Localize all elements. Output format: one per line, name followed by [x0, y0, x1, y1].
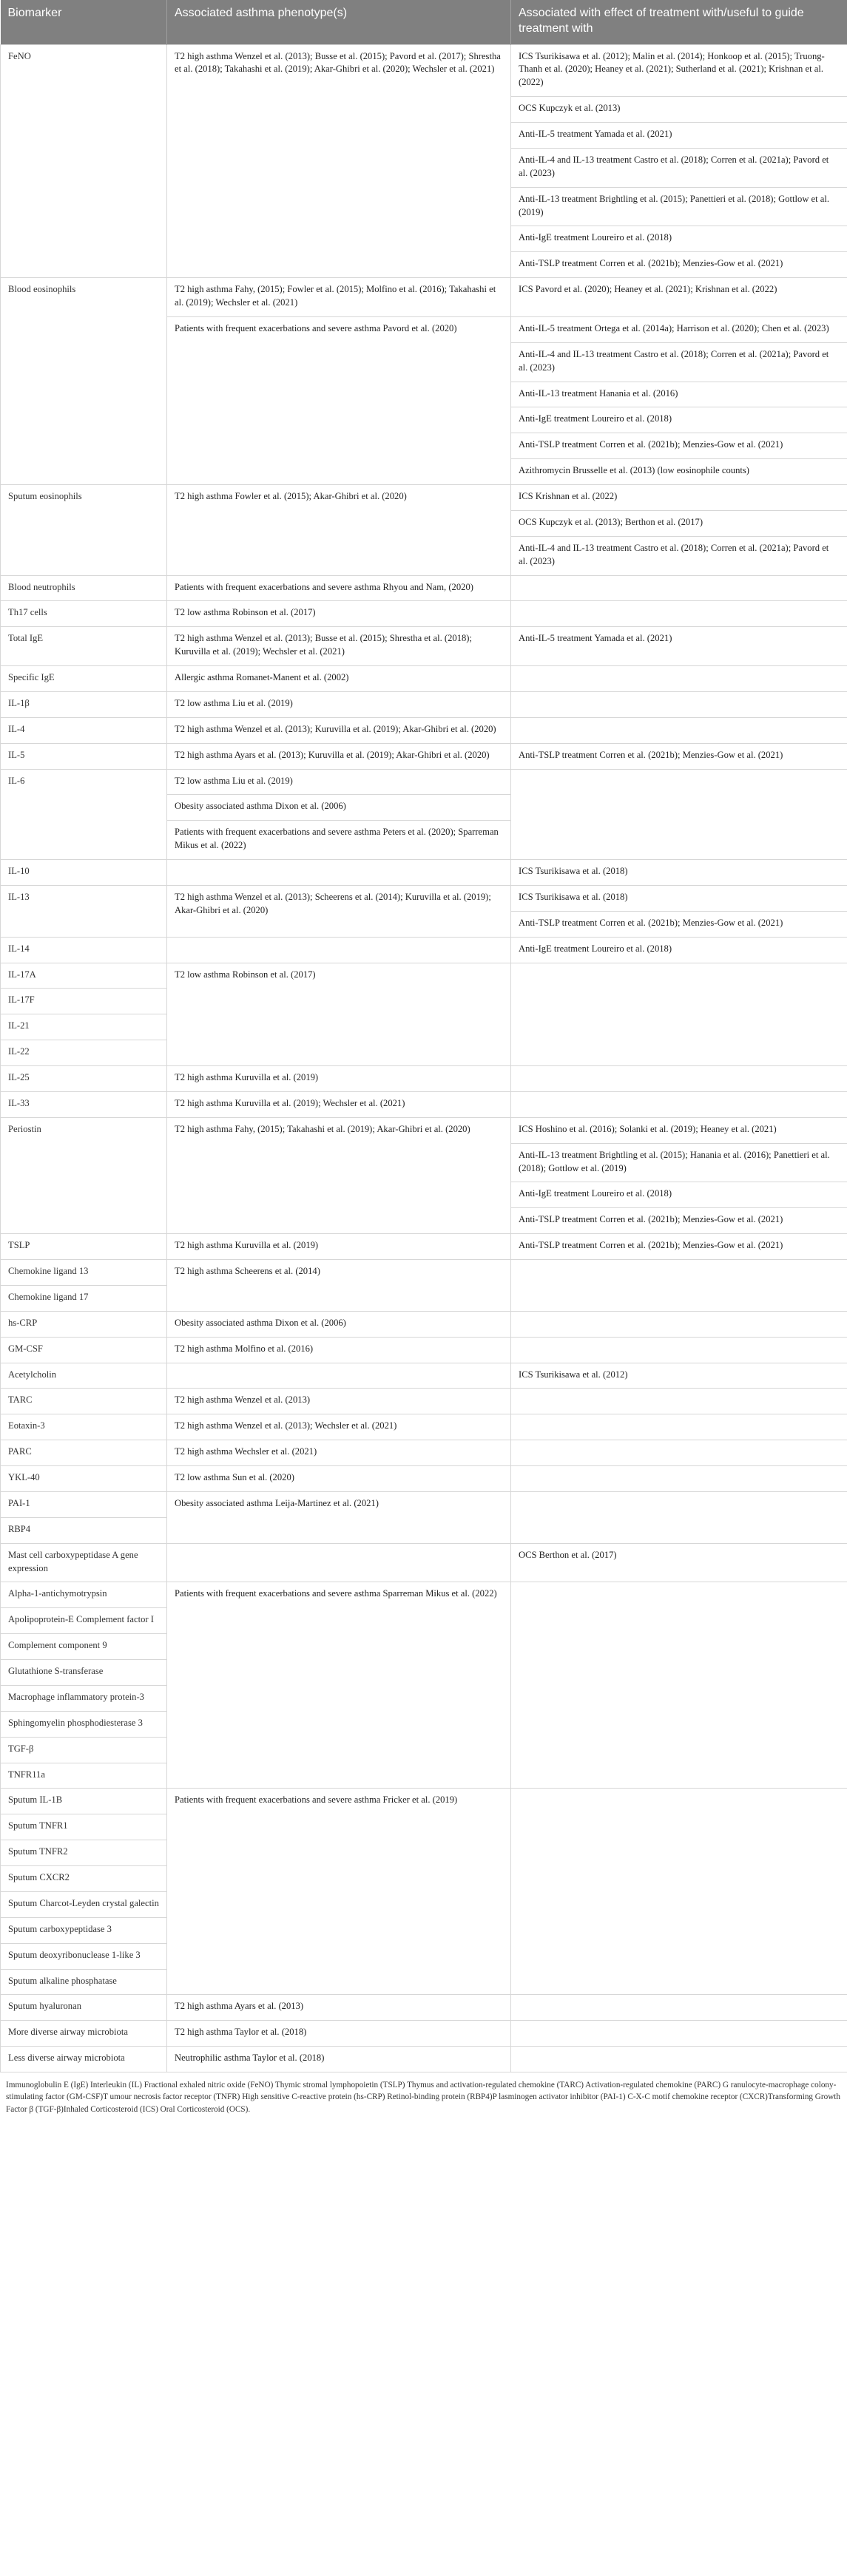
phenotype-cell: T2 high asthma Wechsler et al. (2021): [167, 1440, 511, 1466]
biomarker-cell: YKL-40: [1, 1466, 167, 1492]
biomarker-cell: Sputum TNFR1: [1, 1814, 167, 1840]
biomarker-cell: IL-21: [1, 1014, 167, 1040]
biomarker-cell: Chemokine ligand 13: [1, 1260, 167, 1286]
treatment-cell: [511, 1260, 847, 1312]
biomarker-cell: IL-33: [1, 1091, 167, 1117]
biomarker-cell: TSLP: [1, 1234, 167, 1260]
treatment-cell: [511, 963, 847, 1066]
phenotype-cell: T2 high asthma Ayars et al. (2013): [167, 1995, 511, 2021]
biomarker-cell: TNFR11a: [1, 1763, 167, 1789]
treatment-cell: ICS Tsurikisawa et al. (2012): [511, 1363, 847, 1389]
table-row: [1, 627, 847, 666]
phenotype-cell: T2 low asthma Liu et al. (2019): [167, 691, 511, 717]
biomarker-cell: Periostin: [1, 1117, 167, 1233]
treatment-cell: OCS Berthon et al. (2017): [511, 1543, 847, 1582]
biomarker-cell: Total IgE: [1, 627, 167, 666]
treatment-cell: [511, 1440, 847, 1466]
table-row: [1, 575, 847, 601]
table-row: [1, 1414, 847, 1440]
phenotype-cell: T2 high asthma Kuruvilla et al. (2019): [167, 1234, 511, 1260]
table-row: [1, 666, 847, 692]
treatment-cell: Anti-IL-5 treatment Yamada et al. (2021): [511, 627, 847, 666]
treatment-cell: ICS Pavord et al. (2020); Heaney et al. (2021); Krishnan et al. (2022): [511, 278, 847, 317]
phenotype-cell: [167, 1543, 511, 1582]
phenotype-cell: T2 high asthma Wenzel et al. (2013): [167, 1389, 511, 1414]
table-row: [1, 1260, 847, 1286]
table-row: [1, 1117, 847, 1143]
treatment-cell: [511, 2047, 847, 2072]
biomarker-cell: IL-10: [1, 860, 167, 886]
biomarker-cell: More diverse airway microbiota: [1, 2021, 167, 2047]
biomarker-cell: hs-CRP: [1, 1311, 167, 1337]
treatment-cell: [511, 1995, 847, 2021]
biomarker-cell: Mast cell carboxypeptidase A gene expression: [1, 1543, 167, 1582]
table-row: [1, 1363, 847, 1389]
treatment-cell: OCS Kupczyk et al. (2013); Berthon et al. (2017): [511, 510, 847, 536]
phenotype-cell: T2 low asthma Robinson et al. (2017): [167, 963, 511, 1066]
biomarker-cell: Th17 cells: [1, 601, 167, 627]
biomarker-cell: PAI-1: [1, 1491, 167, 1517]
phenotype-cell: T2 high asthma Wenzel et al. (2013); Kuruvilla et al. (2019); Akar-Ghibri et al. (2020): [167, 717, 511, 743]
phenotype-cell: Neutrophilic asthma Taylor et al. (2018): [167, 2047, 511, 2072]
biomarker-cell: Alpha-1-antichymotrypsin: [1, 1582, 167, 1608]
phenotype-cell: T2 low asthma Robinson et al. (2017): [167, 601, 511, 627]
biomarker-cell: IL-25: [1, 1066, 167, 1092]
biomarker-cell: Sputum alkaline phosphatase: [1, 1969, 167, 1995]
table-row: [1, 1582, 847, 1608]
treatment-cell: Anti-IgE treatment Loureiro et al. (2018): [511, 1182, 847, 1208]
biomarker-cell: IL-22: [1, 1040, 167, 1066]
phenotype-cell: Obesity associated asthma Leija-Martinez et al. (2021): [167, 1491, 511, 1543]
biomarker-cell: Sputum carboxypeptidase 3: [1, 1917, 167, 1943]
treatment-cell: OCS Kupczyk et al. (2013): [511, 97, 847, 123]
biomarker-cell: IL-17F: [1, 989, 167, 1014]
treatment-cell: [511, 1582, 847, 1789]
treatment-cell: [511, 1337, 847, 1363]
biomarker-cell: Less diverse airway microbiota: [1, 2047, 167, 2072]
treatment-cell: ICS Tsurikisawa et al. (2018): [511, 860, 847, 886]
treatment-cell: [511, 1789, 847, 1995]
biomarker-cell: PARC: [1, 1440, 167, 1466]
table-row: [1, 1789, 847, 1814]
table-row: [1, 860, 847, 886]
phenotype-cell: Patients with frequent exacerbations and severe asthma Pavord et al. (2020): [167, 316, 511, 484]
table-row: [1, 278, 847, 317]
table-body: [1, 44, 847, 2072]
table-row: [1, 1440, 847, 1466]
phenotype-cell: [167, 860, 511, 886]
phenotype-cell: T2 high asthma Scheerens et al. (2014): [167, 1260, 511, 1312]
phenotype-cell: T2 high asthma Fowler et al. (2015); Akar-Ghibri et al. (2020): [167, 485, 511, 576]
biomarker-cell: Eotaxin-3: [1, 1414, 167, 1440]
phenotype-cell: T2 high asthma Fahy, (2015); Fowler et al. (2015); Molfino et al. (2016); Takahashi et al. (2019); Wechsler et al. (2021): [167, 278, 511, 317]
treatment-cell: Anti-TSLP treatment Corren et al. (2021b); Menzies-Gow et al. (2021): [511, 1208, 847, 1234]
table-row: [1, 1311, 847, 1337]
phenotype-cell: T2 high asthma Fahy, (2015); Takahashi et al. (2019); Akar-Ghibri et al. (2020): [167, 1117, 511, 1233]
treatment-cell: Anti-IL-4 and IL-13 treatment Castro et al. (2018); Corren et al. (2021a); Pavord et al. (2023): [511, 148, 847, 187]
treatment-cell: [511, 1389, 847, 1414]
treatment-cell: [511, 691, 847, 717]
biomarker-cell: Glutathione S-transferase: [1, 1660, 167, 1686]
table-row: [1, 2021, 847, 2047]
phenotype-cell: Patients with frequent exacerbations and severe asthma Peters et al. (2020); Sparreman Mikus et al. (2022): [167, 821, 511, 860]
table-row: [1, 743, 847, 769]
biomarker-cell: TARC: [1, 1389, 167, 1414]
biomarker-cell: Macrophage inflammatory protein-3: [1, 1685, 167, 1711]
phenotype-cell: [167, 1363, 511, 1389]
treatment-cell: Anti-IL-5 treatment Yamada et al. (2021): [511, 123, 847, 149]
treatment-cell: [511, 575, 847, 601]
table-row: [1, 1234, 847, 1260]
header-phenotype: Associated asthma phenotype(s): [167, 0, 511, 44]
biomarker-cell: FeNO: [1, 44, 167, 278]
treatment-cell: Anti-IgE treatment Loureiro et al. (2018): [511, 226, 847, 252]
treatment-cell: [511, 769, 847, 860]
treatment-cell: Anti-IgE treatment Loureiro et al. (2018): [511, 937, 847, 963]
biomarker-cell: Sputum eosinophils: [1, 485, 167, 576]
phenotype-cell: Patients with frequent exacerbations and severe asthma Fricker et al. (2019): [167, 1789, 511, 1995]
treatment-cell: [511, 1091, 847, 1117]
table-row: [1, 2047, 847, 2072]
biomarker-cell: Sputum TNFR2: [1, 1840, 167, 1866]
phenotype-cell: [167, 937, 511, 963]
treatment-cell: Anti-IL-13 treatment Brightling et al. (2015); Panettieri et al. (2018); Gottlow et al. (2019): [511, 187, 847, 226]
table-row: [1, 1491, 847, 1517]
treatment-cell: Anti-TSLP treatment Corren et al. (2021b); Menzies-Gow et al. (2021): [511, 743, 847, 769]
treatment-cell: [511, 1311, 847, 1337]
table-row: [1, 937, 847, 963]
biomarker-cell: TGF-β: [1, 1737, 167, 1763]
biomarker-cell: RBP4: [1, 1517, 167, 1543]
treatment-cell: [511, 1491, 847, 1543]
phenotype-cell: Patients with frequent exacerbations and severe asthma Rhyou and Nam, (2020): [167, 575, 511, 601]
table-row: [1, 1466, 847, 1492]
table-row: [1, 44, 847, 97]
phenotype-cell: T2 high asthma Kuruvilla et al. (2019); Wechsler et al. (2021): [167, 1091, 511, 1117]
treatment-cell: Anti-IL-5 treatment Ortega et al. (2014a); Harrison et al. (2020); Chen et al. (2023): [511, 316, 847, 342]
treatment-cell: Anti-TSLP treatment Corren et al. (2021b); Menzies-Gow et al. (2021): [511, 252, 847, 278]
treatment-cell: [511, 2021, 847, 2047]
biomarker-cell: Chemokine ligand 17: [1, 1285, 167, 1311]
phenotype-cell: T2 high asthma Taylor et al. (2018): [167, 2021, 511, 2047]
phenotype-cell: T2 low asthma Sun et al. (2020): [167, 1466, 511, 1492]
phenotype-cell: T2 high asthma Wenzel et al. (2013); Busse et al. (2015); Shrestha et al. (2018); Kuruvilla et al. (2019); Wechsler et al. (2021): [167, 627, 511, 666]
biomarker-cell: Complement component 9: [1, 1634, 167, 1660]
treatment-cell: [511, 1066, 847, 1092]
biomarker-cell: Blood eosinophils: [1, 278, 167, 485]
biomarker-cell: Sputum CXCR2: [1, 1866, 167, 1892]
treatment-cell: [511, 717, 847, 743]
table-row: [1, 1995, 847, 2021]
treatment-cell: Anti-IL-4 and IL-13 treatment Castro et al. (2018); Corren et al. (2021a); Pavord et al. (2023): [511, 536, 847, 575]
treatment-cell: Anti-IL-13 treatment Brightling et al. (2015); Hanania et al. (2016); Panettieri et al. (2018); Gottlow et al. (2019): [511, 1143, 847, 1182]
treatment-cell: Anti-IL-13 treatment Hanania et al. (2016): [511, 382, 847, 407]
biomarker-cell: IL-13: [1, 885, 167, 937]
treatment-cell: Azithromycin Brusselle et al. (2013) (low eosinophile counts): [511, 459, 847, 485]
biomarker-cell: Sputum hyaluronan: [1, 1995, 167, 2021]
treatment-cell: Anti-TSLP treatment Corren et al. (2021b); Menzies-Gow et al. (2021): [511, 433, 847, 459]
biomarker-cell: IL-17A: [1, 963, 167, 989]
treatment-cell: Anti-TSLP treatment Corren et al. (2021b); Menzies-Gow et al. (2021): [511, 911, 847, 937]
treatment-cell: ICS Hoshino et al. (2016); Solanki et al. (2019); Heaney et al. (2021): [511, 1117, 847, 1143]
treatment-cell: [511, 1414, 847, 1440]
phenotype-cell: Obesity associated asthma Dixon et al. (2006): [167, 795, 511, 821]
biomarker-cell: Sputum IL-1B: [1, 1789, 167, 1814]
header-treatment: Associated with effect of treatment with/useful to guide treatment with: [511, 0, 847, 44]
table-row: [1, 717, 847, 743]
header-biomarker: Biomarker: [1, 0, 167, 44]
biomarker-cell: Specific IgE: [1, 666, 167, 692]
treatment-cell: ICS Tsurikisawa et al. (2012); Malin et al. (2014); Honkoop et al. (2015); Truong-Thanh et al. (2020); Heaney et al. (2021); Sutherland et al. (2021); Krishnan et al. (2022): [511, 44, 847, 97]
table-row: [1, 1389, 847, 1414]
phenotype-cell: Obesity associated asthma Dixon et al. (2006): [167, 1311, 511, 1337]
biomarker-cell: Sputum Charcot-Leyden crystal galectin: [1, 1891, 167, 1917]
table-footnote: Immunoglobulin E (IgE) Interleukin (IL) Fractional exhaled nitric oxide (FeNO) Thymic stromal lymphopoietin (TSLP) Thymus and activation-regulated chemokine (TARC) Activation-regulated chemokine (PARC) G ranulocyte-macrophage colony-stimulating factor (GM-CSF)T umour necrosis factor receptor (TNFR) High sensitive C-reactive protein (hs-CRP) Retinol-binding protein (RBP4)P lasminogen activator inhibitor (PAI-1) C-X-C motif chemokine receptor (CXCR)Transforming Growth Factor β (TGF-β)Inhaled Corticosteroid (ICS) Oral Corticosteroid (OCS).: [6, 2081, 840, 2114]
treatment-cell: [511, 601, 847, 627]
table-row: [1, 1091, 847, 1117]
table-row: [1, 769, 847, 795]
treatment-cell: [511, 1466, 847, 1492]
table-header: [1, 0, 847, 44]
biomarker-cell: IL-5: [1, 743, 167, 769]
table-row: [1, 1066, 847, 1092]
phenotype-cell: T2 high asthma Ayars et al. (2013); Kuruvilla et al. (2019); Akar-Ghibri et al. (2020): [167, 743, 511, 769]
table-row: [1, 1543, 847, 1582]
treatment-cell: ICS Tsurikisawa et al. (2018): [511, 885, 847, 911]
treatment-cell: Anti-IgE treatment Loureiro et al. (2018): [511, 407, 847, 433]
treatment-cell: ICS Krishnan et al. (2022): [511, 485, 847, 511]
biomarker-cell: Sphingomyelin phosphodiesterase 3: [1, 1711, 167, 1737]
treatment-cell: Anti-TSLP treatment Corren et al. (2021b); Menzies-Gow et al. (2021): [511, 1234, 847, 1260]
table-row: [1, 1337, 847, 1363]
phenotype-cell: Patients with frequent exacerbations and severe asthma Sparreman Mikus et al. (2022): [167, 1582, 511, 1789]
biomarker-cell: IL-14: [1, 937, 167, 963]
biomarker-cell: IL-6: [1, 769, 167, 860]
biomarker-cell: IL-4: [1, 717, 167, 743]
phenotype-cell: Allergic asthma Romanet-Manent et al. (2002): [167, 666, 511, 692]
phenotype-cell: T2 low asthma Liu et al. (2019): [167, 769, 511, 795]
biomarker-cell: Acetylcholin: [1, 1363, 167, 1389]
table-row: [1, 885, 847, 911]
biomarker-cell: Apolipoprotein-E Complement factor I: [1, 1608, 167, 1634]
table-row: [1, 963, 847, 989]
table-row: [1, 691, 847, 717]
biomarker-cell: IL-1β: [1, 691, 167, 717]
biomarker-cell: Sputum deoxyribonuclease 1-like 3: [1, 1943, 167, 1969]
phenotype-cell: T2 high asthma Wenzel et al. (2013); Wechsler et al. (2021): [167, 1414, 511, 1440]
phenotype-cell: T2 high asthma Wenzel et al. (2013); Busse et al. (2015); Pavord et al. (2017); Shrestha et al. (2018); Takahashi et al. (2019); Akar-Ghibri et al. (2020); Wechsler et al. (2021): [167, 44, 511, 278]
table-row: [1, 485, 847, 511]
treatment-cell: [511, 666, 847, 692]
biomarker-cell: Blood neutrophils: [1, 575, 167, 601]
phenotype-cell: T2 high asthma Wenzel et al. (2013); Scheerens et al. (2014); Kuruvilla et al. (2019); Akar-Ghibri et al. (2020): [167, 885, 511, 937]
phenotype-cell: T2 high asthma Molfino et al. (2016): [167, 1337, 511, 1363]
biomarker-cell: GM-CSF: [1, 1337, 167, 1363]
phenotype-cell: T2 high asthma Kuruvilla et al. (2019): [167, 1066, 511, 1092]
treatment-cell: Anti-IL-4 and IL-13 treatment Castro et al. (2018); Corren et al. (2021a); Pavord et al. (2023): [511, 342, 847, 382]
table-row: [1, 601, 847, 627]
